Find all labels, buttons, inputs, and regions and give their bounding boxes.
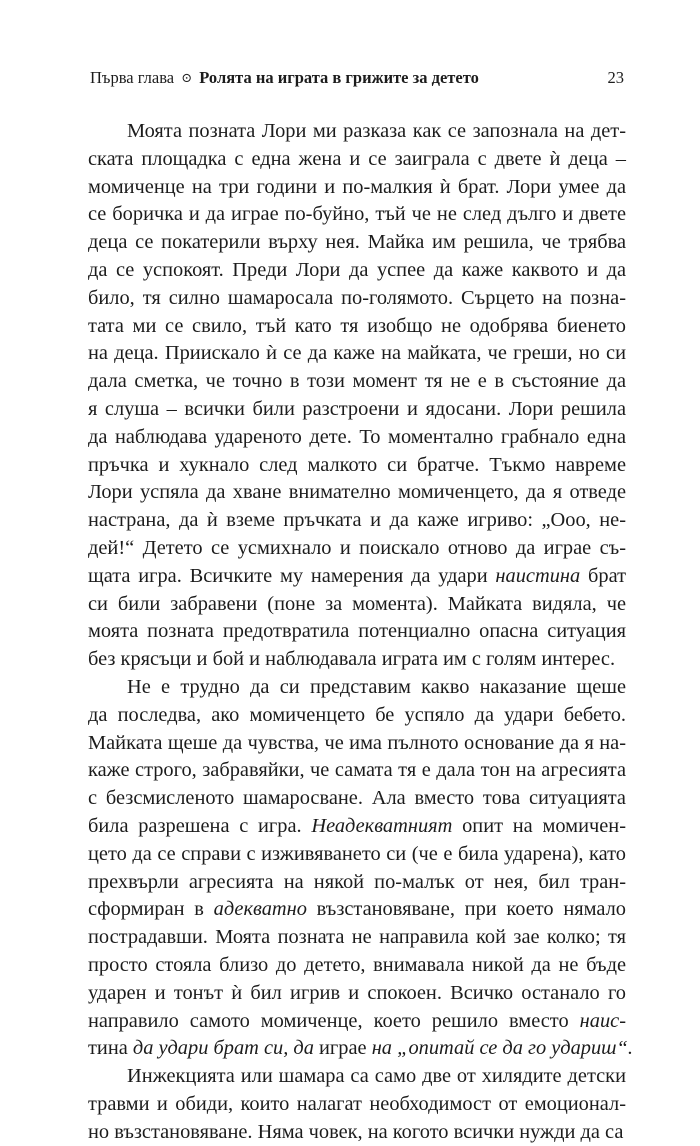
text-run: каже строго, забравяйки, че самата тя е дала тон на агресията (88, 759, 626, 782)
text-line (88, 1008, 626, 1036)
text-run: брат (580, 564, 626, 587)
text-line (88, 952, 626, 980)
text-line (88, 841, 626, 869)
text-line (88, 257, 626, 285)
text-run: моята позната предотвратила потенциално опасна ситуация (88, 620, 626, 643)
text-line (88, 646, 626, 674)
chapter-label: Първа глава (90, 68, 175, 87)
text-line (88, 507, 626, 535)
text-run: била разрешена с игра. (88, 814, 312, 837)
text-line (88, 702, 626, 730)
text-line (88, 563, 626, 591)
paragraph (88, 674, 633, 1063)
body-text (88, 118, 633, 1146)
text-line (88, 1035, 633, 1063)
text-line (88, 174, 626, 202)
text-run: щата игра. Всичките му намерения да удари (88, 564, 496, 587)
text-run: Майката щеше да чувства, че има пълното основание да я на- (88, 731, 626, 754)
text-line (88, 1063, 626, 1091)
text-run: прехвърли агресията на някой по-малък от нея, бил тран- (88, 870, 626, 893)
text-line (88, 674, 626, 702)
text-run: на деца. Приискало ѝ се да каже на майката, че греши, но си (88, 342, 626, 365)
text-run: момиченце на три години и по-малкия ѝ брат. Лори умее да (88, 175, 626, 198)
text-line (88, 396, 626, 424)
text-line (88, 924, 626, 952)
italic-emphasis: наис- (579, 1009, 626, 1032)
italic-emphasis: Неадекватният (311, 814, 453, 837)
running-head-left (90, 66, 479, 90)
text-run: възстановяване, при което нямало (306, 898, 626, 921)
text-run: тата ми се свило, тъй като тя изобщо не одобрява биенето (88, 314, 626, 337)
paragraph (88, 1063, 626, 1146)
text-run: ударен и тонът ѝ бил игрив и спокоен. Всичко останало го (88, 981, 626, 1004)
text-run: травми и обиди, които налагат необходимост от емоционал- (88, 1092, 626, 1115)
text-run: Не е трудно да си представим какво наказание щеше (127, 675, 626, 698)
paragraph (88, 118, 626, 674)
text-run: играе (319, 1037, 367, 1060)
text-line (88, 340, 626, 368)
text-run: се боричка и да играе по-буйно, тъй че не след дълго и двете (88, 203, 626, 226)
text-line (88, 618, 626, 646)
text-run: направило самото момиченце, което решило вместо (88, 1009, 580, 1032)
text-run: просто стояла близо до детето, внимавала никой да не бъде (88, 953, 626, 976)
running-head (90, 66, 624, 90)
chapter-title: Ролята на играта в грижите за детето (199, 68, 479, 87)
text-run: без крясъци и бой и наблюдавала играта им с голям интерес. (88, 648, 616, 671)
text-run: Лори успяла да хване внимателно момиченцето, да я отведе (88, 481, 626, 504)
text-line (88, 229, 626, 257)
text-run: пръчка и хукнало след малкото си братче. Тъкмо навреме (88, 453, 626, 476)
page-number: 23 (607, 68, 624, 87)
text-line (88, 201, 626, 229)
text-run: Моята позната Лори ми разказа как се запознала на дет- (127, 120, 626, 142)
text-run: тина (88, 1037, 128, 1060)
separator-icon: ⊙ (181, 70, 193, 85)
text-line (88, 785, 626, 813)
text-line (88, 118, 626, 146)
italic-emphasis: наистина (495, 564, 581, 587)
text-line (88, 980, 626, 1008)
text-line (88, 1091, 626, 1119)
text-line (88, 730, 626, 758)
text-run: дала сметка, че точно в този момент тя не е в състояние да (88, 370, 626, 393)
text-line (88, 591, 626, 619)
text-run: цето да се справи с изживяването си (че е била ударена), като (88, 842, 626, 865)
text-run: да се успокоят. Преди Лори да успее да каже каквото и да (88, 258, 626, 281)
text-run: настрана, да ѝ вземе пръчката и да каже игриво: „Ооо, не- (88, 509, 626, 532)
text-line (88, 896, 626, 924)
text-run: дей!“ Детето се усмихнало и поискало отново да играе съ- (88, 536, 626, 559)
text-run: да наблюдава удареното дете. То моментално грабнало една (88, 425, 626, 448)
text-line (88, 479, 626, 507)
text-line (88, 1119, 626, 1146)
text-run: да последва, ако момиченцето бе успяло да удари бебето. (88, 703, 626, 726)
text-run: с безсмисленото шамаросване. Ала вместо това ситуацията (88, 787, 626, 810)
italic-emphasis: адекватно (213, 898, 307, 921)
text-line (88, 368, 626, 396)
text-run: я слуша – всички били разстроени и ядосани. Лори решила (88, 397, 626, 420)
text-line (88, 452, 626, 480)
text-line (88, 146, 626, 174)
text-line (88, 535, 626, 563)
italic-emphasis: на „опитай се да го удариш“. (366, 1037, 633, 1060)
text-line (88, 285, 626, 313)
text-line (88, 813, 626, 841)
text-run: си били забравени (поне за момента). Майката видяла, че (88, 592, 626, 615)
text-run: ската площадка с една жена и се заиграла с двете ѝ деца – (88, 147, 626, 170)
text-line (88, 424, 626, 452)
text-run: опит на момичен- (452, 814, 626, 837)
text-line (88, 757, 626, 785)
text-run: сформиран в (88, 898, 214, 921)
text-run: но възстановяване. Няма човек, на когото всички нужди да са (88, 1120, 624, 1143)
text-run: пострадавши. Моята позната не направила кой зае колко; тя (88, 926, 626, 949)
text-run: деца се покатерили върху нея. Майка им решила, че трябва (88, 231, 626, 254)
text-run: Инжекцията или шамара са само две от хилядите детски (127, 1065, 626, 1088)
italic-emphasis: да удари брат си, да (127, 1037, 320, 1060)
text-line (88, 869, 626, 897)
text-run: било, тя силно шамаросала по-голямото. Сърцето на позна- (88, 286, 626, 309)
text-line (88, 313, 626, 341)
